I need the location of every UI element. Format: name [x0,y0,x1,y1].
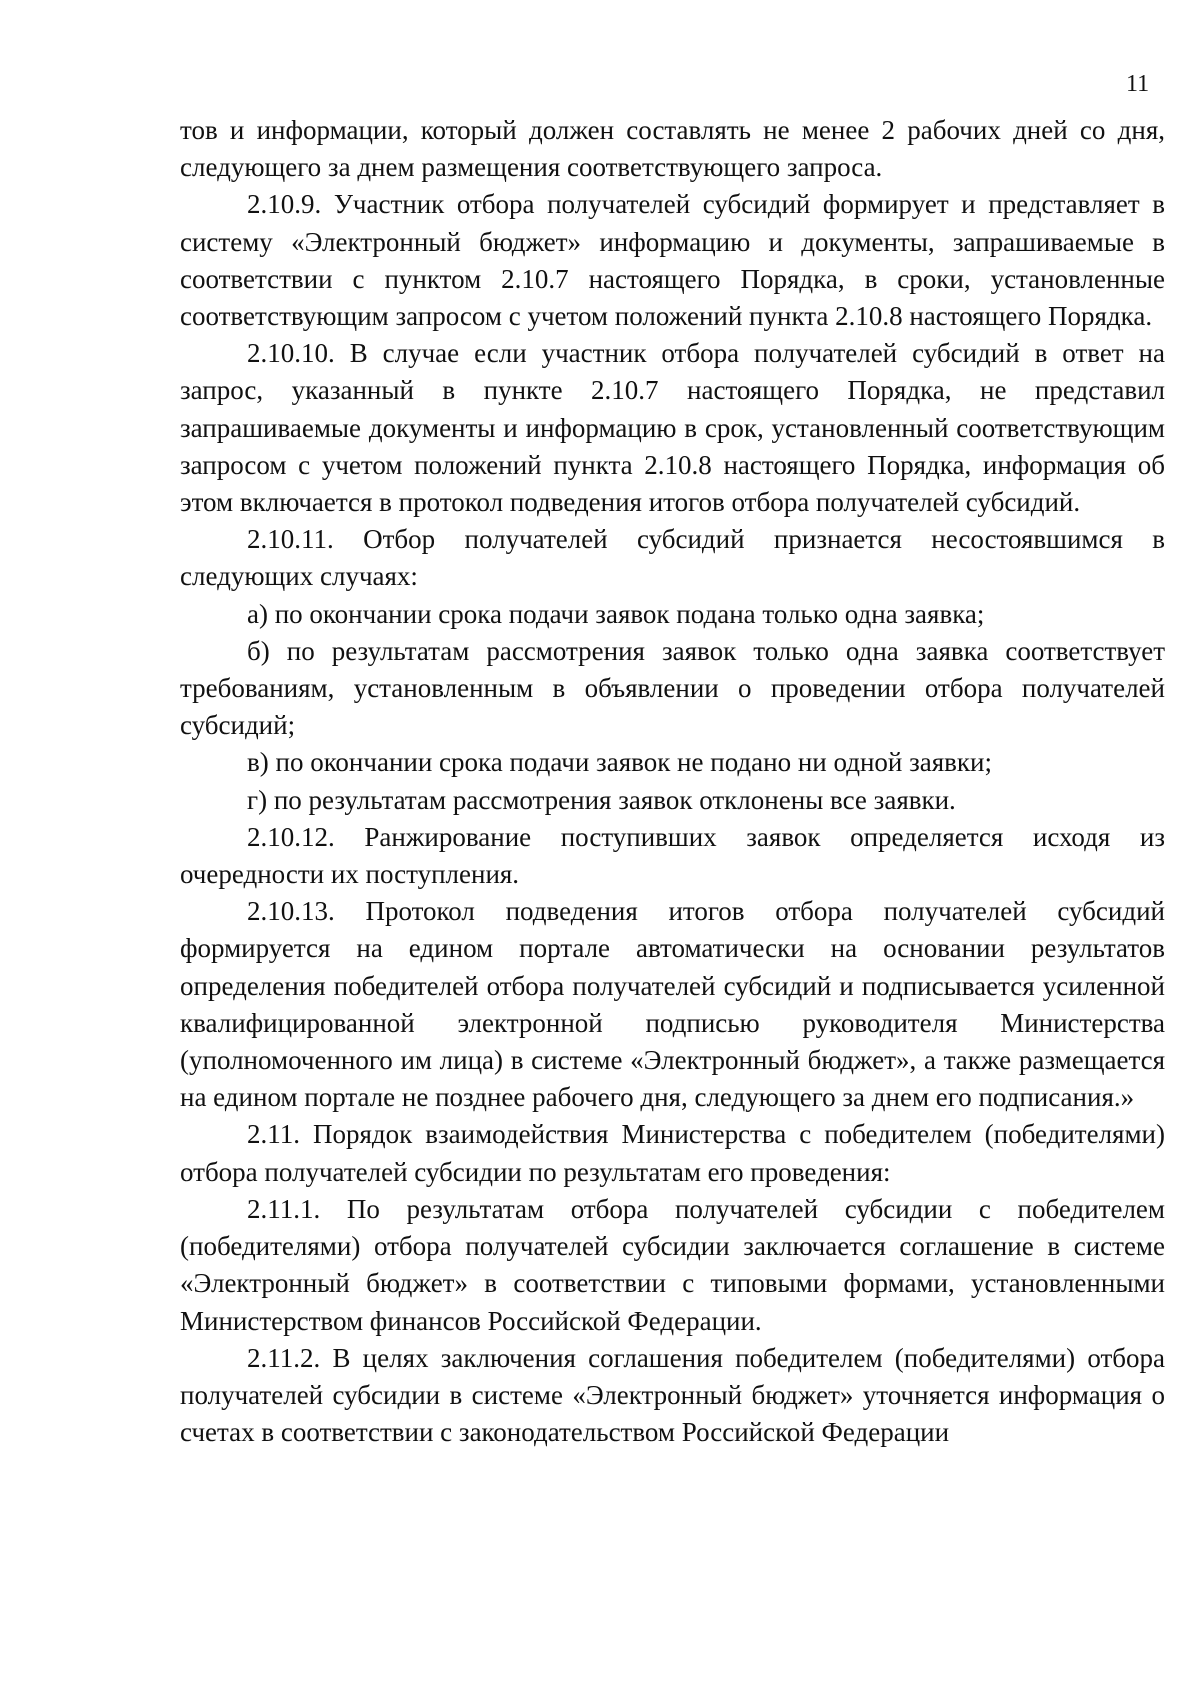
list-item: г) по результатам рассмотрения заявок отклонены все заявки. [247,784,956,815]
paragraph: 2.10.12. Ранжирование поступивших заявок определяется исходя из очередности их поступления. [180,821,1165,890]
paragraph: 2.11.1. По результатам отбора получателей субсидии с победителем (победителями) отбора получателей субсидии заключается соглашение в системе «Электронный бюджет» в соответствии с типовыми формами, установленными Министерством финансов Российской Федерации. [180,1193,1165,1336]
paragraph: 2.10.13. Протокол подведения итогов отбора получателей субсидий формируется на едином портале автоматически на основании результатов определения победителей отбора получателей субсидий и подписывается усиленной квалифицированной электронной подписью руководителя Министерства (уполномоченного им лица) в системе «Электронный бюджет», а также размещается на едином портале не позднее рабочего дня, следующего за днем его подписания.» [180,896,1165,1113]
document-body [180,112,1165,1451]
list-item: а) по окончании срока подачи заявок подана только одна заявка; [247,598,985,629]
paragraph: 2.10.9. Участник отбора получателей субсидий формирует и представляет в систему «Электронный бюджет» информацию и документы, запрашиваемые в соответствии с пунктом 2.10.7 настоящего Порядка, в сроки, установленные соответствующим запросом с учетом положений пункта 2.10.8 настоящего Порядка. [180,189,1165,332]
paragraph: 2.11.2. В целях заключения соглашения победителем (победителями) отбора получателей субсидии в системе «Электронный бюджет» уточняется информация о счетах в соответствии с законодательством Российской Федерации [180,1342,1165,1448]
list-item: б) по результатам рассмотрения заявок только одна заявка соответствует требованиям, установленным в объявлении о проведении отбора получателей субсидий; [180,635,1165,741]
page-number: 11 [1126,71,1150,97]
paragraph: 2.10.11. Отбор получателей субсидий признается несостоявшимся в следующих случаях: [180,524,1165,592]
list-item: в) по окончании срока подачи заявок не подано ни одной заявки; [247,747,992,778]
paragraph: тов и информации, который должен составлять не менее 2 рабочих дней со дня, следующего за днем размещения соответствующего запроса. [180,115,1165,183]
paragraph: 2.11. Порядок взаимодействия Министерства с победителем (победителями) отбора получателей субсидии по результатам его проведения: [180,1119,1165,1187]
paragraph: 2.10.10. В случае если участник отбора получателей субсидий в ответ на запрос, указанный в пункте 2.10.7 настоящего Порядка, не представил запрашиваемые документы и информацию в срок, установленный соответствующим запросом с учетом положений пункта 2.10.8 настоящего Порядка, информация об этом включается в протокол подведения итогов отбора получателей субсидий. [180,338,1165,518]
